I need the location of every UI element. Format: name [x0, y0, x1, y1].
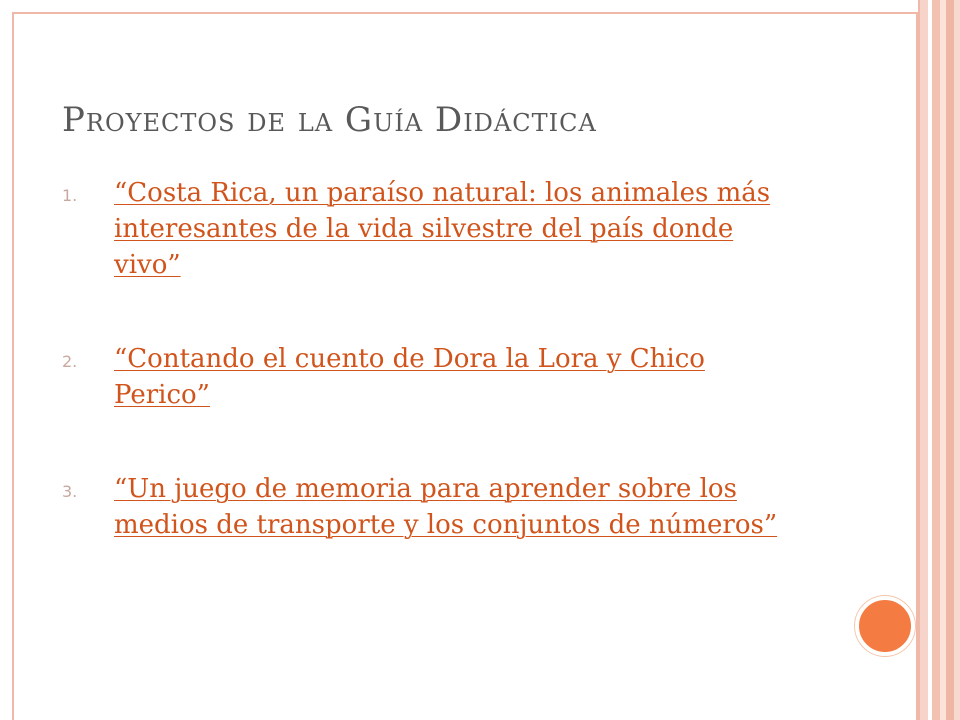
decorative-circle [855, 596, 915, 656]
list-item [62, 341, 802, 413]
list-item [62, 175, 802, 283]
project-list [62, 175, 802, 543]
project-link-dora-la-lora[interactable]: “Contando el cuento de Dora la Lora y Chico Perico” [114, 344, 705, 410]
slide-title: Proyectos de la Guía Didáctica [62, 100, 597, 140]
list-item [62, 471, 802, 543]
list-item-number: 3. [62, 482, 78, 501]
project-link-costa-rica[interactable]: “Costa Rica, un paraíso natural: los animales más interesantes de la vida silvestre del país donde vivo” [114, 178, 771, 280]
decorative-side-band [920, 0, 960, 720]
list-item-number: 1. [62, 186, 78, 205]
project-link-juego-de-memoria[interactable]: “Un juego de memoria para aprender sobre los medios de transporte y los conjuntos de números” [114, 474, 778, 540]
list-item-number: 2. [62, 352, 78, 371]
